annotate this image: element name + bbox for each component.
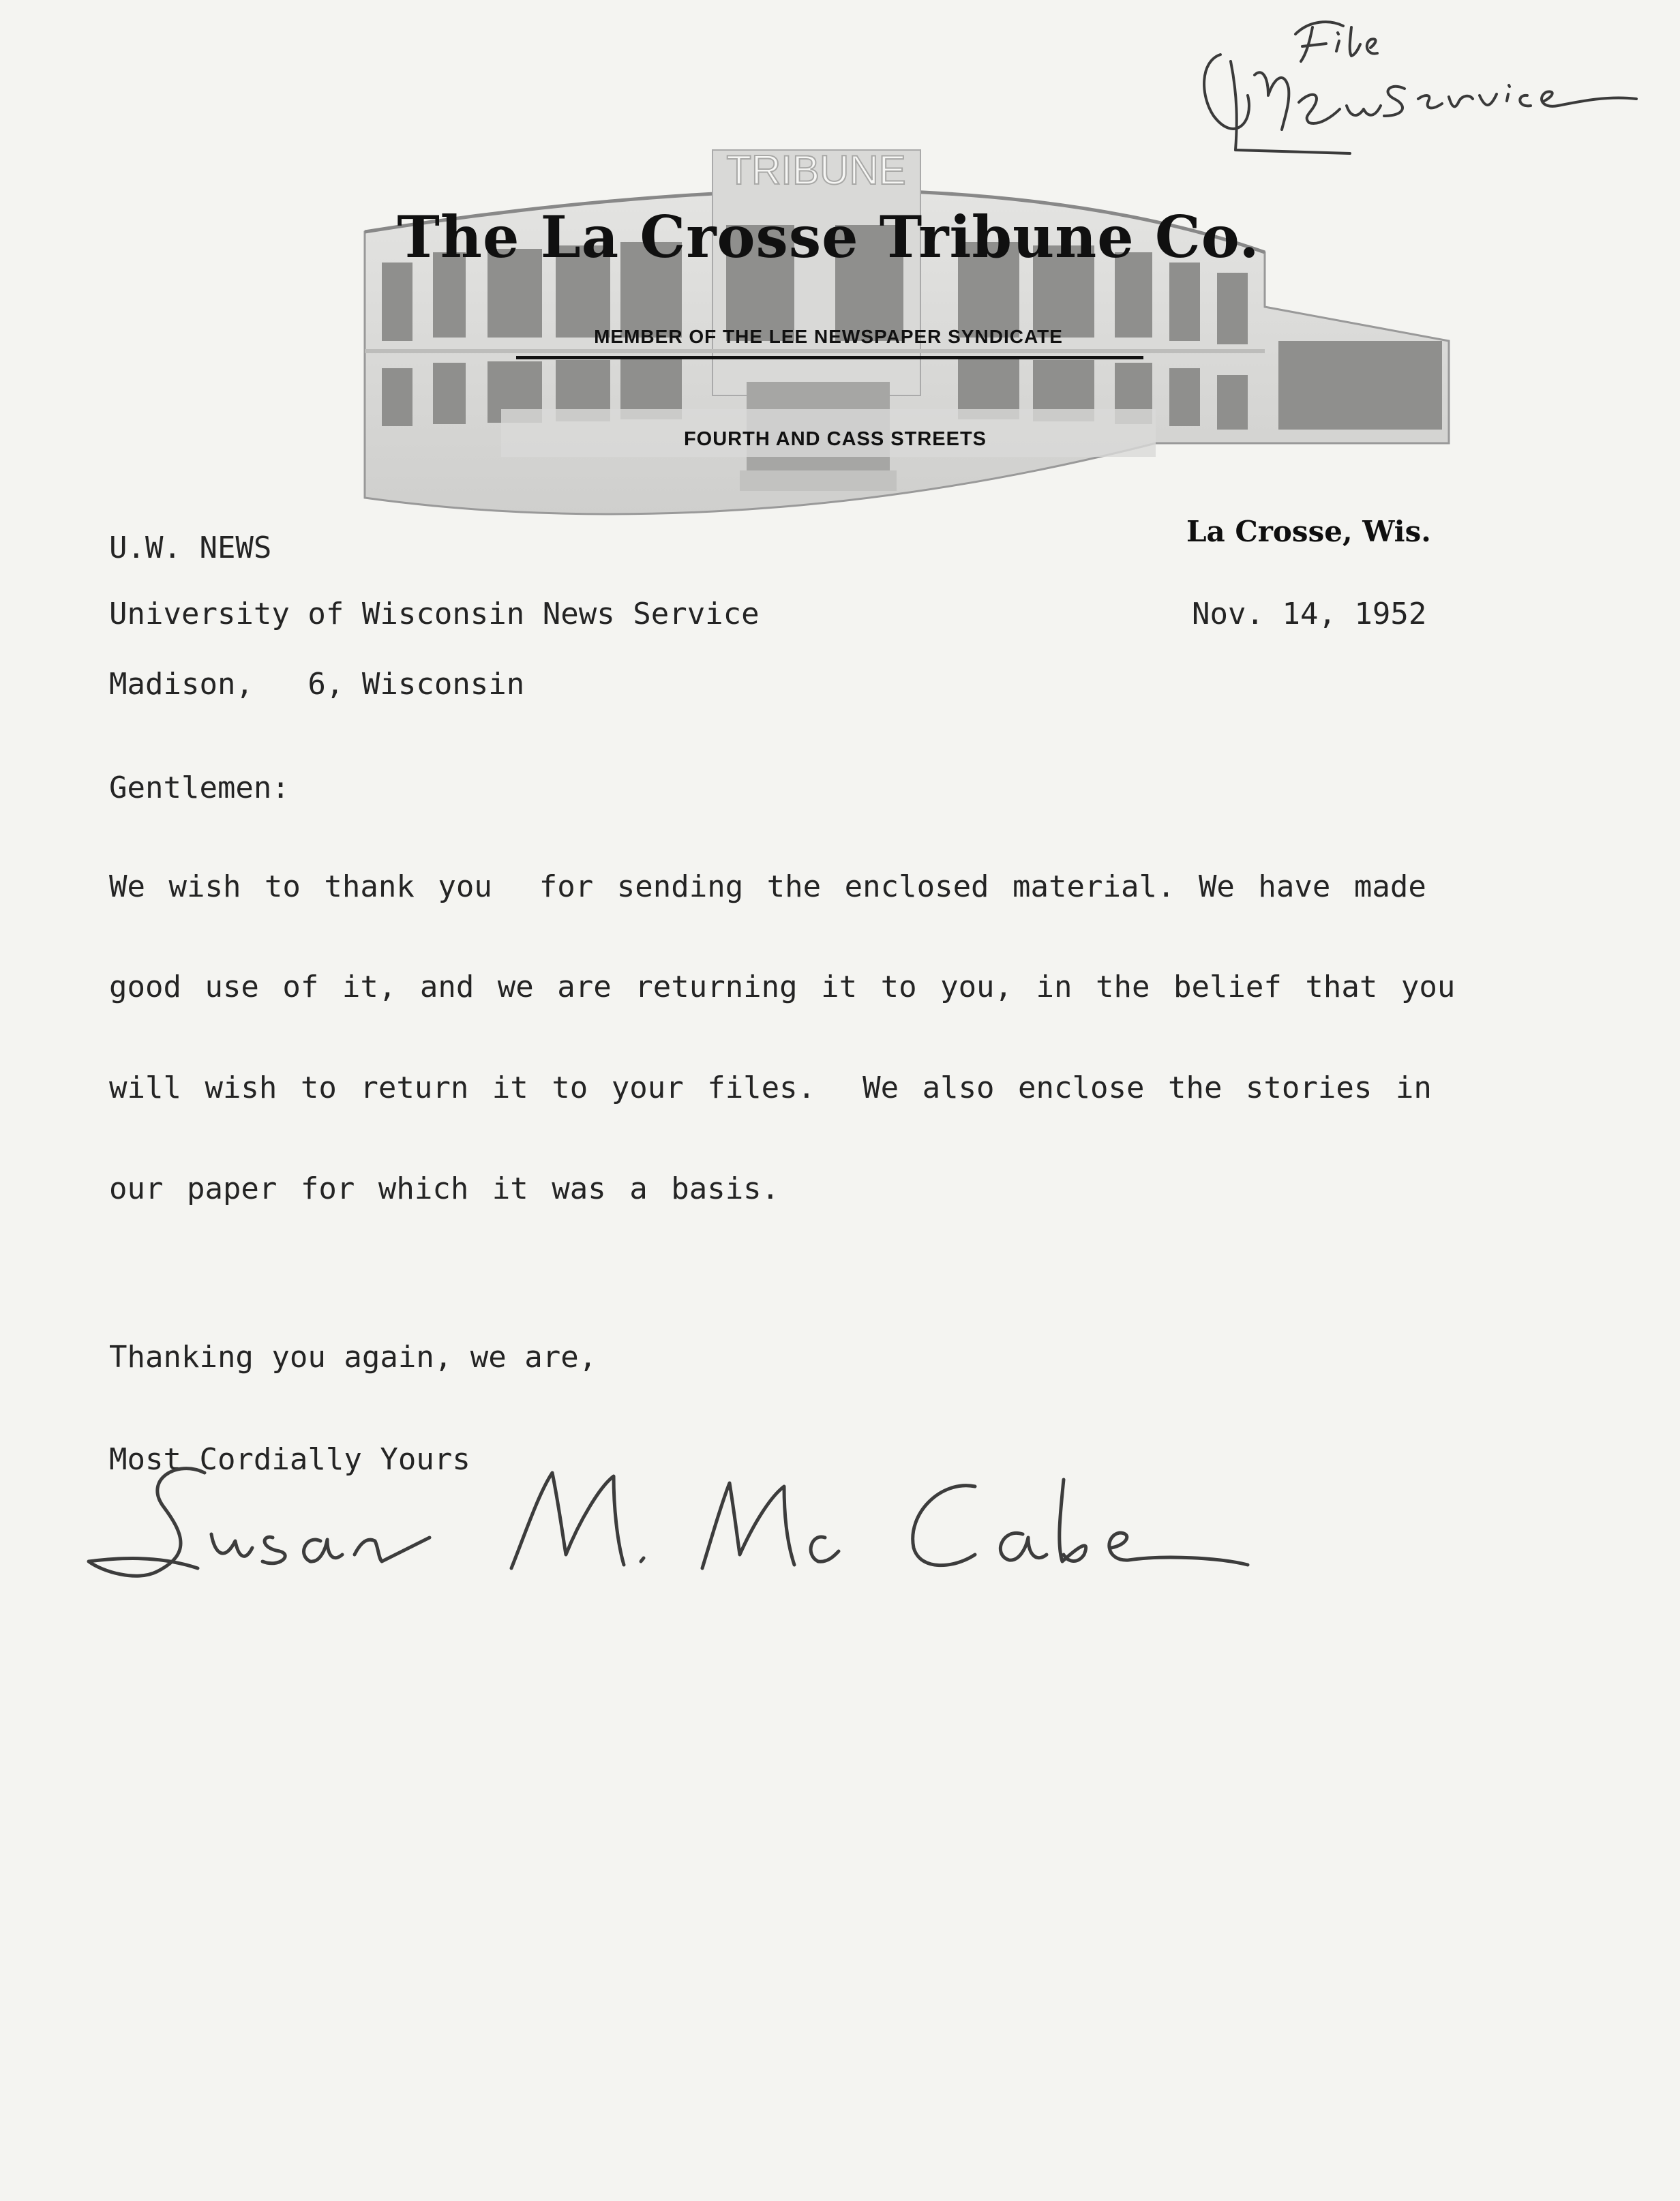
letter-date: Nov. 14, 1952 <box>1192 597 1427 631</box>
syndicate-underline <box>516 356 1143 359</box>
tribune-building-illustration <box>358 116 1456 532</box>
recipient-line-2: University of Wisconsin News Service <box>109 597 760 631</box>
valediction: Most Cordially Yours <box>109 1442 470 1477</box>
company-name: The La Crosse Tribune Co. <box>397 203 1260 271</box>
recipient-line-3: Madison, 6, Wisconsin <box>109 667 525 702</box>
salutation: Gentlemen: <box>109 770 290 805</box>
recipient-line-1: U.W. NEWS <box>109 530 272 565</box>
body-line-2: good use of it, and we are returning it to you, in the belief that you <box>109 970 1456 1004</box>
closing-line: Thanking you again, we are, <box>109 1340 597 1375</box>
letterhead <box>358 116 1456 532</box>
syndicate-membership: MEMBER OF THE LEE NEWSPAPER SYNDICATE <box>594 326 1063 347</box>
letterhead-city: La Crosse, Wis. <box>1186 515 1431 548</box>
body-line-1: We wish to thank you for sending the enclosed material. We have made <box>109 869 1426 904</box>
handwritten-signature <box>75 1452 1323 1602</box>
building-sign-text: TRIBUNE <box>726 147 906 193</box>
body-line-4: our paper for which it was a basis. <box>109 1171 780 1206</box>
body-line-3: will wish to return it to your files. We also enclose the stories in <box>109 1070 1432 1105</box>
signature-text: Susan M. McCabe <box>75 1452 82 1453</box>
street-address: FOURTH AND CASS STREETS <box>683 428 987 450</box>
